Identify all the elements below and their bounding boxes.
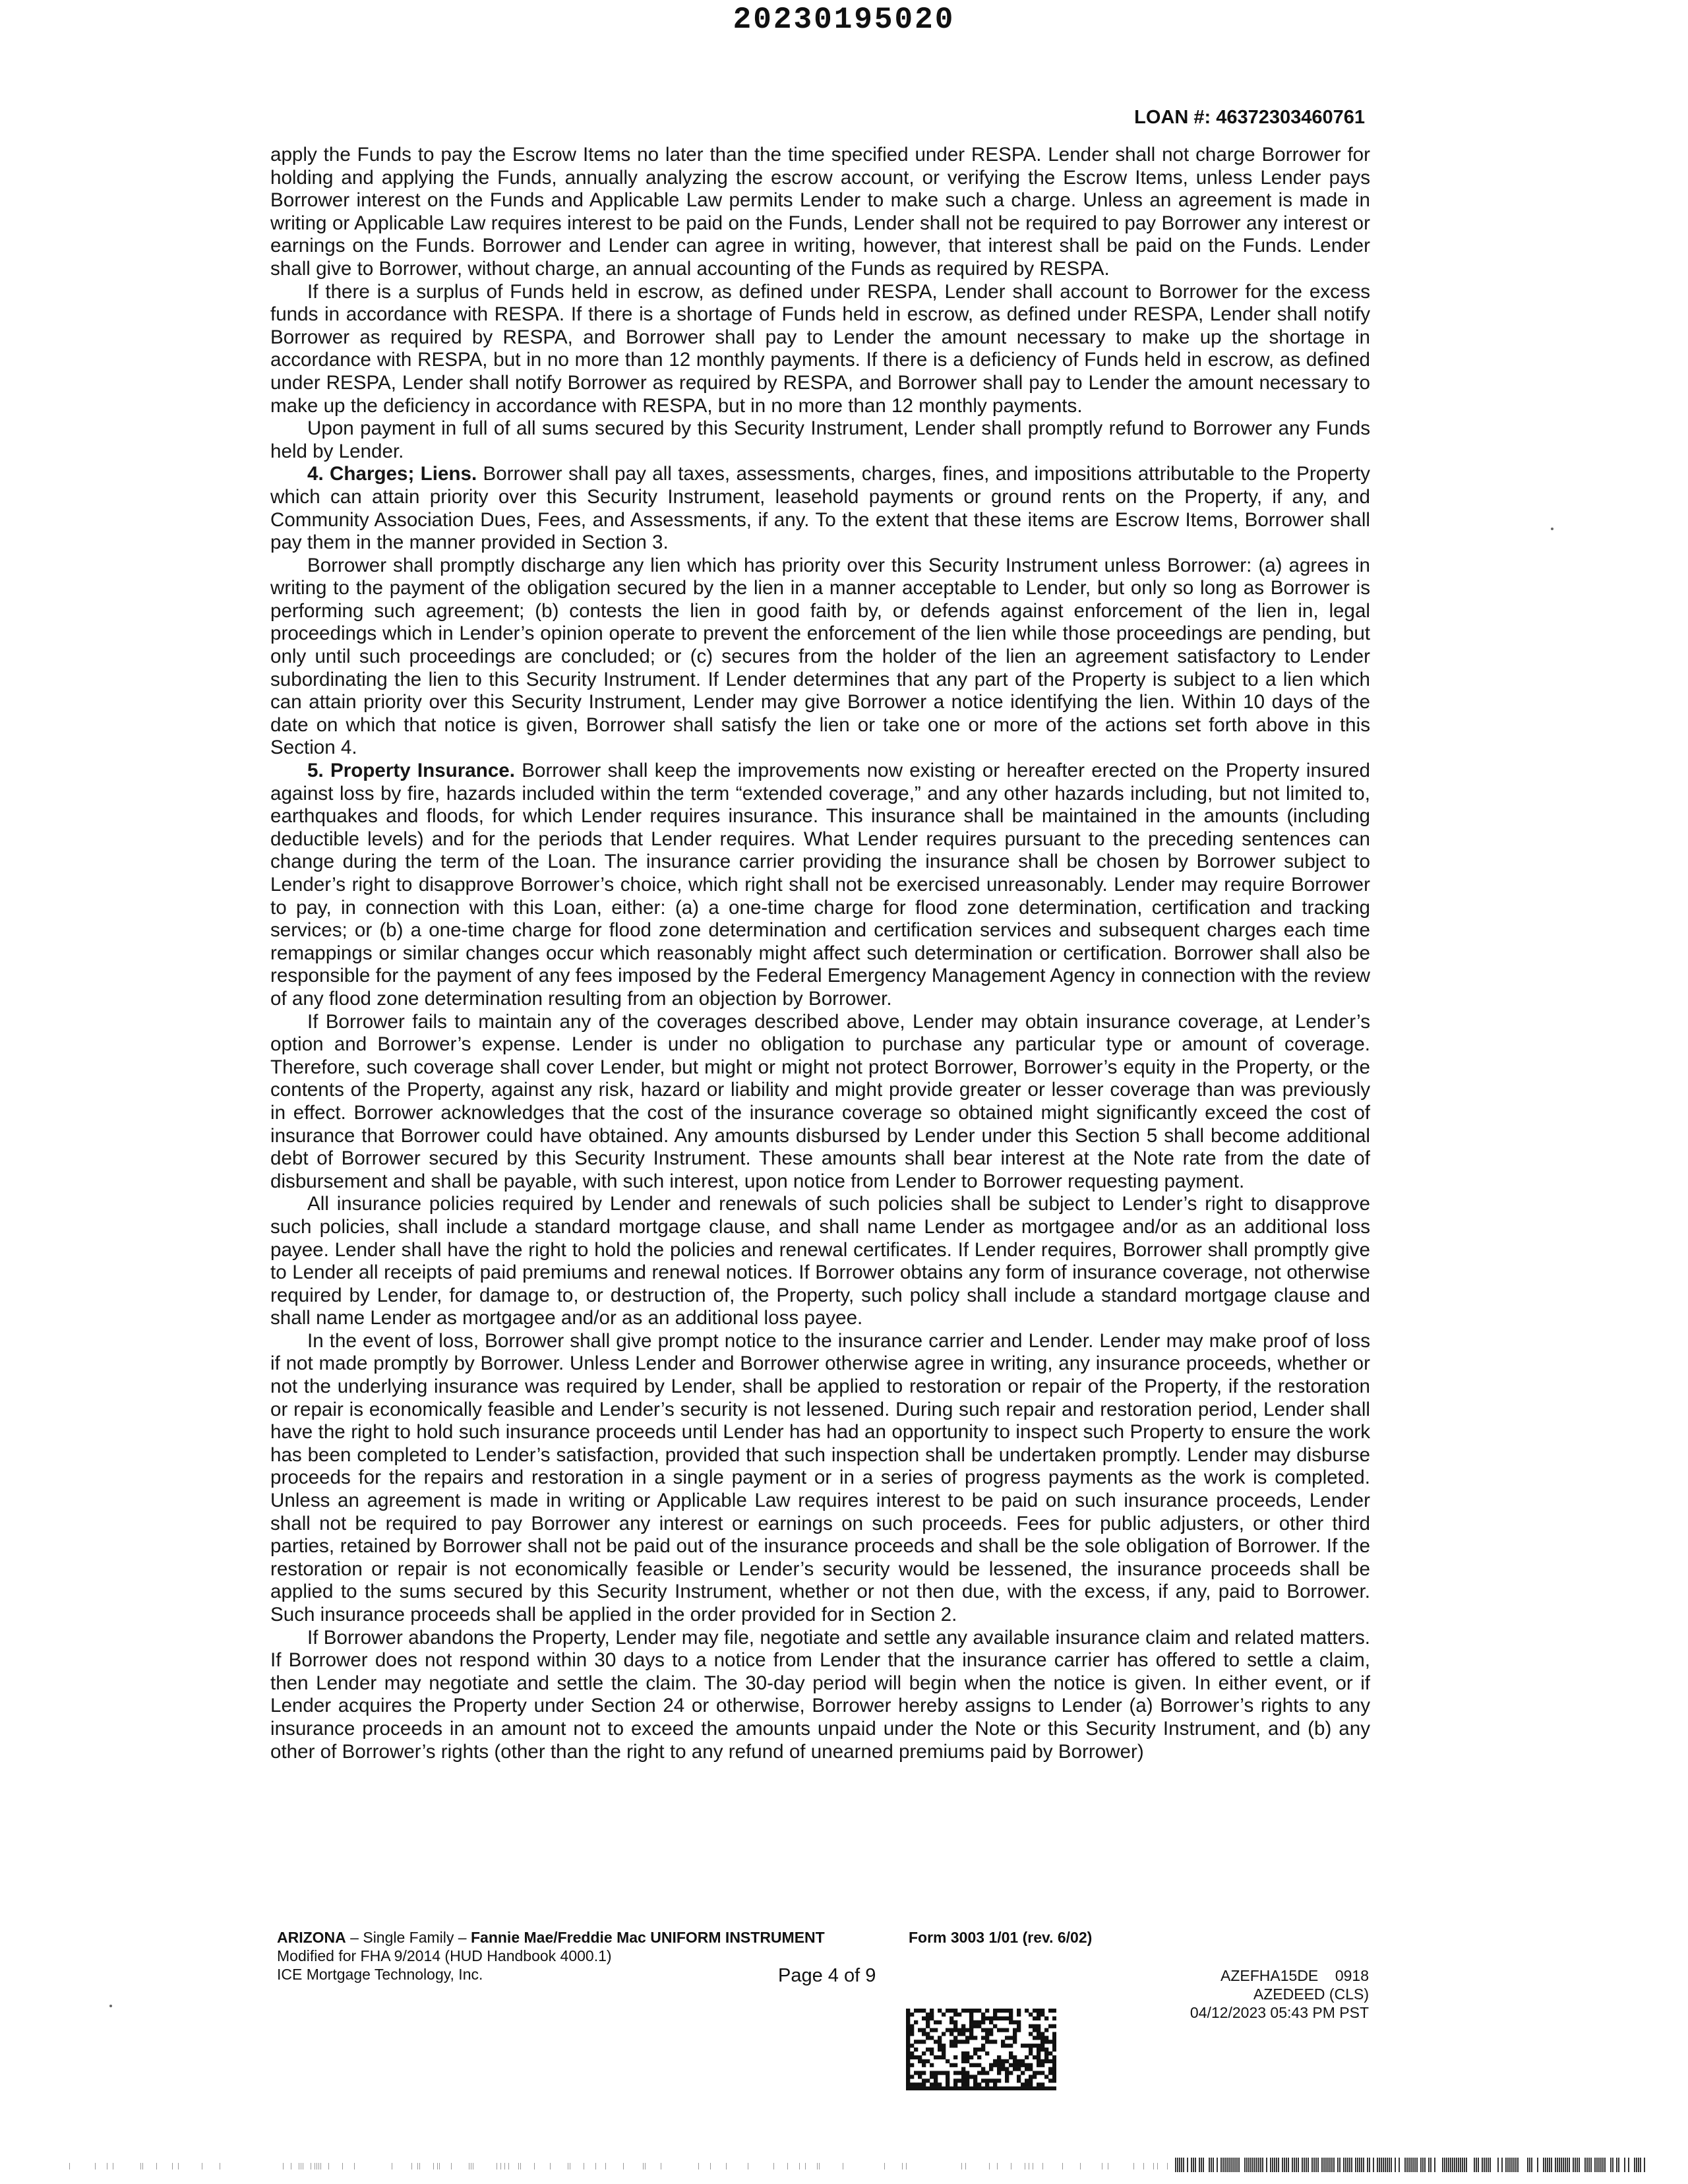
paragraph-escrow-surplus: If there is a surplus of Funds held in escrow, as defined under RESPA, Lender shall account to Borrower for the excess funds in accordance with RESPA. If there is a shortage of Funds held in escrow, as defined under RESPA, Lender shall notify Borrower as required by RESPA, and Borrower shall pay to Lender the amount necessary to make up the shortage in accordance with RESPA, but in no more than 12 monthly payments. If there is a deficiency of Funds held in escrow, as defined under RESPA, Lender shall notify Borrower as required by RESPA, and Borrower shall pay to Lender the amount necessary to make up the deficiency in accordance with RESPA, but in no more than 12 monthly payments. [270, 280, 1370, 417]
footer-code-2: AZEDEED (CLS) [1253, 1986, 1369, 2003]
section-5-text: Borrower shall keep the improvements now existing or hereafter erected on the Property insured against loss by fire, hazards included within the term “extended coverage,” and any other hazards including, but not limited to, earthquakes and floods, for which Lender requires insurance. This insurance shall be maintained in the amounts (including deductible levels) and for the periods that Lender requires. What Lender requires pursuant to the preceding sentences can change during the term of the Loan. The insurance carrier providing the insurance shall be chosen by Borrower subject to Lender’s right to disapprove Borrower’s choice, which right shall not be exercised unreasonably. Lender may require Borrower to pay, in connection with this Loan, either: (a) a one-time charge for flood zone determination, certification and tracking services; or (b) a one-time charge for flood zone determination and certification services and subsequent charges each time remappings or similar changes occur which reasonably might affect such determination or certification. Borrower shall also be responsible for the payment of any fees imposed by the Federal Emergency Management Agency in connection with the review of any flood zone determination resulting from an objection by Borrower. [270, 760, 1370, 1010]
scan-edge-barcode-icon [0, 2156, 1688, 2173]
paragraph-refund: Upon payment in full of all sums secured by this Security Instrument, Lender shall promptly refund to Borrower any Funds held by Lender. [270, 417, 1370, 462]
footer-instrument-type: – Single Family – [346, 1929, 471, 1946]
paragraph-coverage-failure: If Borrower fails to maintain any of the coverages described above, Lender may obtain insurance coverage, at Lender’s option and Borrower’s expense. Lender is under no obligation to purchase any particular type or amount of coverage. Therefore, such coverage shall cover Lender, but might or might not protect Borrower, Borrower’s equity in the Property, or the contents of the Property, against any risk, hazard or liability and might provide greater or lesser coverage than was previously in effect. Borrower acknowledges that the cost of the insurance coverage so obtained might significantly exceed the cost of insurance that Borrower could have obtained. Any amounts disbursed by Lender under this Section 5 shall become additional debt of Borrower secured by this Security Instrument. These amounts shall bear interest at the Note rate from the date of disbursement and shall be payable, with such interest, upon notice from Lender to Borrower requesting payment. [270, 1010, 1370, 1192]
recording-number: 20230195020 [733, 3, 955, 37]
footer-state: ARIZONA [277, 1929, 346, 1946]
scan-speck [1551, 528, 1553, 530]
section-5-insurance [270, 760, 1370, 1011]
section-4-charges [270, 463, 1370, 554]
section-4-text: Borrower shall pay all taxes, assessments, charges, fines, and impositions attributable to the Property which can attain priority over this Security Instrument, leasehold payments or ground rents on the Property, if any, and Community Association Dues, Fees, and Assessments, if any. To the extent that these items are Escrow Items, Borrower shall pay them in the manner provided in Section 3. [270, 463, 1370, 554]
barcode-2d-icon [906, 2009, 1056, 2090]
paragraph-escrow-funds: apply the Funds to pay the Escrow Items no later than the time specified under RESPA. Lender shall not charge Borrower for holding and applying the Funds, annually analyzing the escrow account, or verifying the Escrow Items, unless Lender pays Borrower interest on the Funds and Applicable Law permits Lender to make such a charge. Unless an agreement is made in writing or Applicable Law requires interest to be paid on the Funds, Lender shall not be required to pay Borrower any interest or earnings on the Funds. Borrower and Lender can agree in writing, however, that interest shall be paid on the Funds. Lender shall give to Borrower, without charge, an annual accounting of the Funds as required by RESPA. [270, 144, 1370, 280]
footer-form-number: Form 3003 1/01 (rev. 6/02) [909, 1929, 1093, 1946]
paragraph-insurance-policies: All insurance policies required by Lender and renewals of such policies shall be subject to Lender’s right to disapprove such policies, shall include a standard mortgage clause, and shall name Lender as mortgagee and/or as an additional loss payee. Lender shall have the right to hold the policies and renewal certificates. If Lender requires, Borrower shall promptly give to Lender all receipts of paid premiums and renewal notices. If Borrower obtains any form of insurance coverage, not otherwise required by Lender, for damage to, or destruction of, the Property, such policy shall include a standard mortgage clause and shall name Lender as mortgagee and/or as an additional loss payee. [270, 1193, 1370, 1329]
section-5-heading: 5. Property Insurance. [307, 760, 515, 782]
footer-instrument-name: Fannie Mae/Freddie Mac UNIFORM INSTRUMENT [470, 1929, 825, 1946]
paragraph-abandonment: If Borrower abandons the Property, Lender may file, negotiate and settle any available insurance claim and related matters. If Borrower does not respond within 30 days to a notice from Lender that the insurance carrier has offered to settle a claim, then Lender may negotiate and settle the claim. The 30-day period will begin when the notice is given. In either event, or if Lender acquires the Property under Section 24 or otherwise, Borrower hereby assigns to Lender (a) Borrower’s rights to any insurance proceeds in an amount not to exceed the amounts unpaid under the Note or this Security Instrument, and (b) any other of Borrower’s rights (other than the right to any refund of unearned premiums paid by Borrower) [270, 1626, 1370, 1763]
scan-speck [109, 2005, 112, 2007]
paragraph-discharge-lien: Borrower shall promptly discharge any lien which has priority over this Security Instrument unless Borrower: (a) agrees in writing to the payment of the obligation secured by the lien in a manner acceptable to Lender, but only so long as Borrower is performing such agreement; (b) contests the lien in good faith by, or defends against enforcement of the lien in, legal proceedings which in Lender’s opinion operate to prevent the enforcement of the lien while those proceedings are pending, but only until such proceedings are concluded; or (c) secures from the holder of the lien an agreement satisfactory to Lender subordinating the lien to this Security Instrument. If Lender determines that any part of the Property is subject to a lien which can attain priority over this Security Instrument, Lender may give Borrower a notice identifying the lien. Within 10 days of the date on which that notice is given, Borrower shall satisfy the lien or take one or more of the actions set forth above in this Section 4. [270, 554, 1370, 759]
footer-instrument [277, 1928, 825, 1947]
footer-company: ICE Mortgage Technology, Inc. [277, 1966, 483, 1983]
footer-code-1: AZEFHA15DE 0918 [1221, 1967, 1369, 1984]
footer-modified: Modified for FHA 9/2014 (HUD Handbook 4000.1) [277, 1947, 612, 1964]
section-4-heading: 4. Charges; Liens. [307, 463, 477, 485]
footer-codes [1190, 1966, 1369, 2022]
paragraph-event-of-loss: In the event of loss, Borrower shall give prompt notice to the insurance carrier and Lender. Lender may make proof of loss if not made promptly by Borrower. Unless Lender and Borrower otherwise agree in writing, any insurance proceeds, whether or not the underlying insurance was required by Lender, shall be applied to restoration or repair of the Property, if the restoration or repair is economically feasible and Lender’s security is not lessened. During such repair and restoration period, Lender shall have the right to hold such insurance proceeds until Lender has had an opportunity to inspect such Property to ensure the work has been completed to Lender’s satisfaction, provided that such inspection shall be undertaken promptly. Lender may disburse proceeds for the repairs and restoration in a single payment or in a series of progress payments as the work is completed. Unless an agreement is made in writing or Applicable Law requires interest to be paid on such insurance proceeds, Lender shall not be required to pay Borrower any interest or earnings on such proceeds. Fees for public adjusters, or other third parties, retained by Borrower shall not be paid out of the insurance proceeds and shall be the sole obligation of Borrower. If the restoration or repair is not economically feasible or Lender’s security would be lessened, the insurance proceeds shall be applied to the sums secured by this Security Instrument, whether or not then due, with the excess, if any, paid to Borrower. Such insurance proceeds shall be applied in the order provided for in Section 2. [270, 1329, 1370, 1625]
page-number: Page 4 of 9 [778, 1965, 876, 1986]
loan-number: LOAN #: 46372303460761 [1134, 107, 1365, 128]
document-body [270, 144, 1370, 1763]
footer-timestamp: 04/12/2023 05:43 PM PST [1190, 2004, 1369, 2021]
